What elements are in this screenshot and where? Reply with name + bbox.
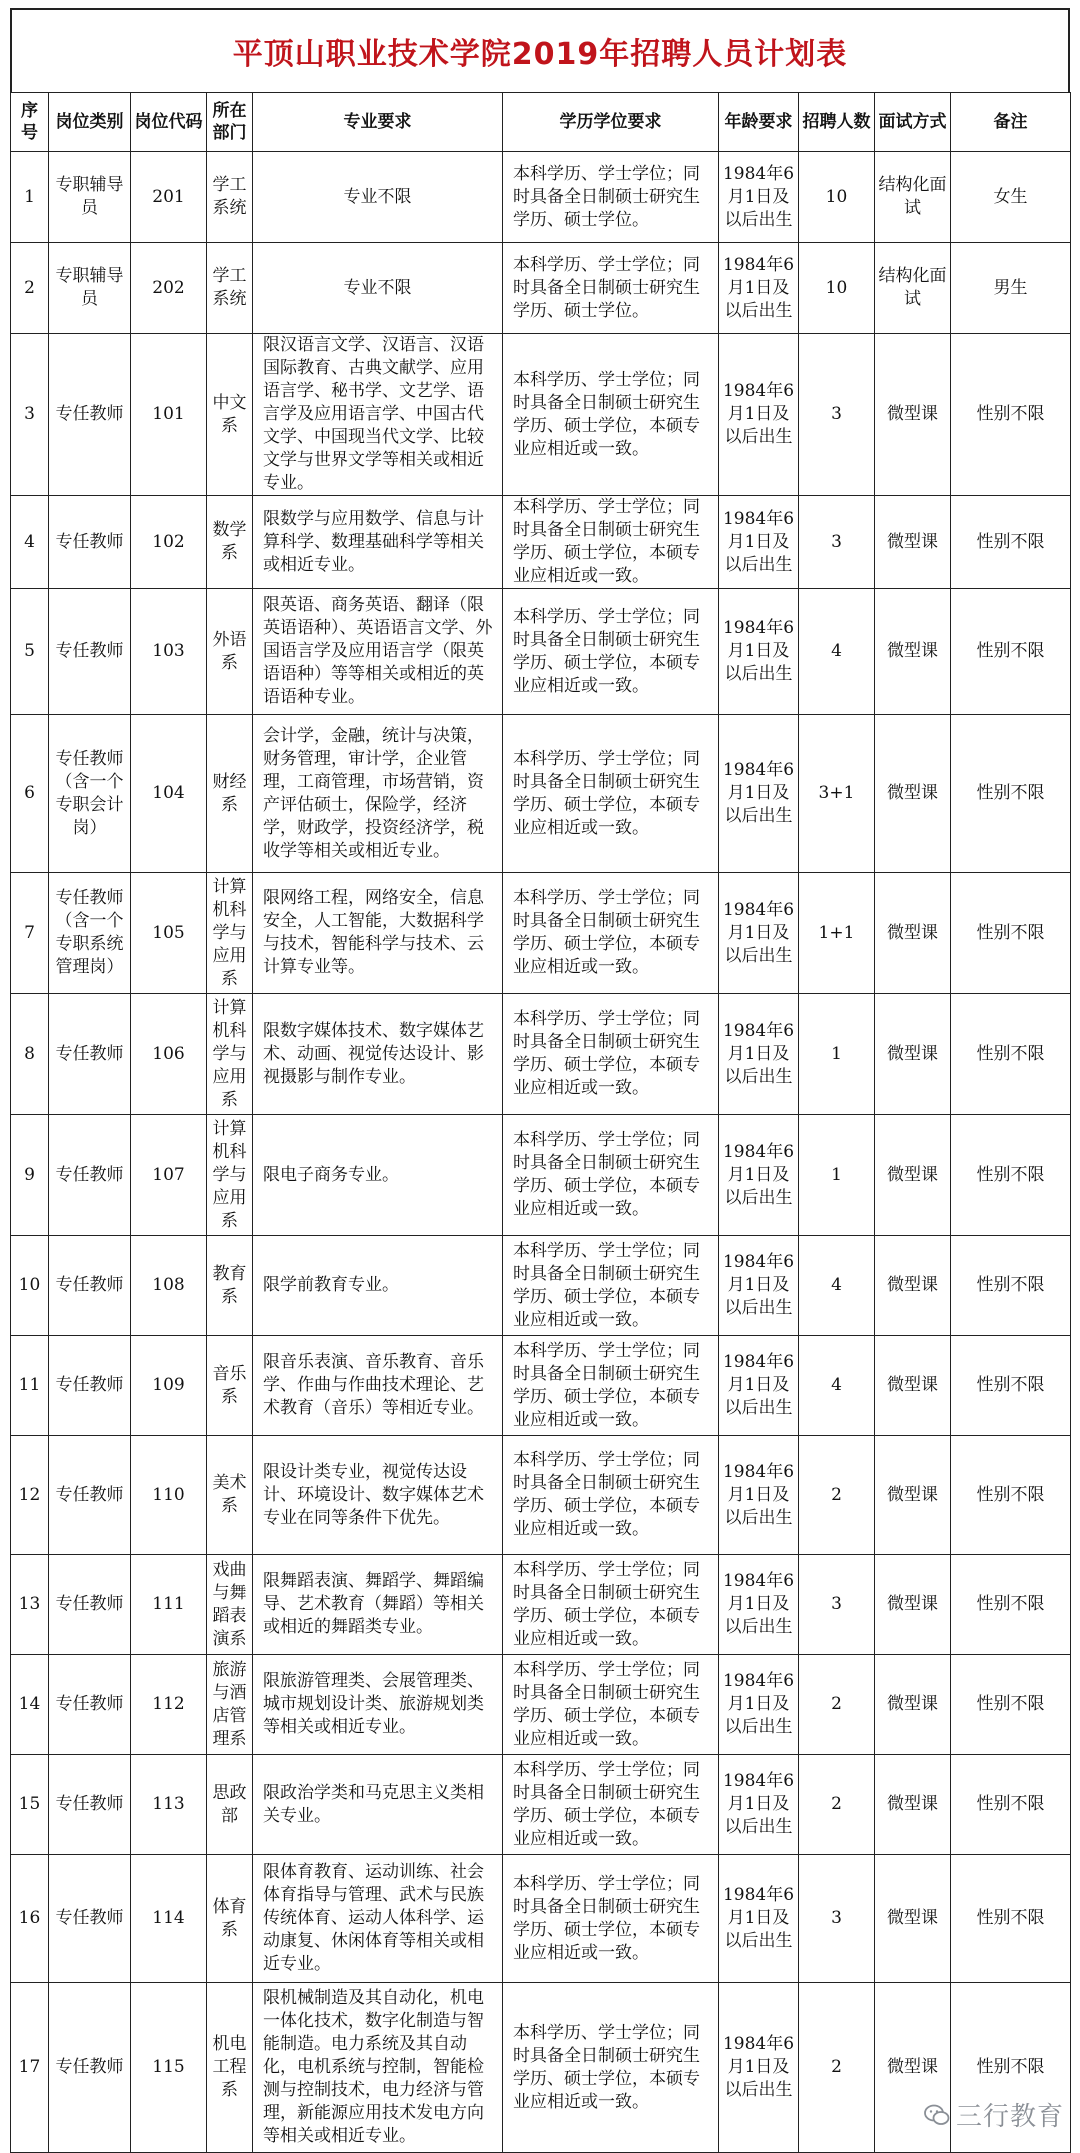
cell-code: 111 — [131, 1555, 207, 1655]
cell-code: 104 — [131, 715, 207, 873]
cell-major: 会计学，金融，统计与决策，财务管理，审计学，企业管理，工商管理，市场营销，资产评估硕士，保险学，经济学，财政学，投资经济学，税收学等相关或相近专业。 — [253, 715, 503, 873]
cell-no: 15 — [11, 1755, 49, 1855]
cell-no: 4 — [11, 496, 49, 589]
header-code: 岗位代码 — [131, 93, 207, 152]
header-category: 岗位类别 — [49, 93, 131, 152]
cell-no: 5 — [11, 589, 49, 715]
recruitment-plan-sheet — [10, 8, 1070, 2153]
cell-edu: 本科学历、学士学位；同时具备全日制硕士研究生学历、硕士学位。 — [503, 152, 719, 243]
watermark — [924, 2096, 1064, 2133]
cell-category: 专职辅导员 — [49, 152, 131, 243]
cell-note: 性别不限 — [951, 1983, 1071, 2153]
cell-age: 1984年6月1日及以后出生 — [719, 243, 799, 334]
cell-dept: 财经系 — [207, 715, 253, 873]
cell-no: 17 — [11, 1983, 49, 2153]
cell-major: 限音乐表演、音乐教育、音乐学、作曲与作曲技术理论、艺术教育（音乐）等相近专业。 — [253, 1336, 503, 1436]
cell-age: 1984年6月1日及以后出生 — [719, 334, 799, 496]
table-body — [11, 152, 1071, 2153]
cell-edu: 本科学历、学士学位；同时具备全日制硕士研究生学历、硕士学位，本硕专业应相近或一致。 — [503, 1115, 719, 1236]
cell-code: 109 — [131, 1336, 207, 1436]
cell-note: 性别不限 — [951, 1436, 1071, 1555]
cell-dept: 教育系 — [207, 1236, 253, 1336]
cell-interview: 结构化面试 — [875, 243, 951, 334]
cell-dept: 计算机科学与应用系 — [207, 873, 253, 994]
cell-note: 性别不限 — [951, 589, 1071, 715]
cell-code: 115 — [131, 1983, 207, 2153]
cell-edu: 本科学历、学士学位；同时具备全日制硕士研究生学历、硕士学位，本硕专业应相近或一致。 — [503, 1236, 719, 1336]
table-row — [11, 1655, 1071, 1755]
cell-dept: 外语系 — [207, 589, 253, 715]
cell-age: 1984年6月1日及以后出生 — [719, 715, 799, 873]
table-row — [11, 1115, 1071, 1236]
cell-interview: 微型课 — [875, 1983, 951, 2153]
cell-interview: 微型课 — [875, 496, 951, 589]
cell-interview: 微型课 — [875, 1236, 951, 1336]
table-row — [11, 994, 1071, 1115]
cell-note: 性别不限 — [951, 1236, 1071, 1336]
cell-category: 专任教师（含一个专职系统管理岗） — [49, 873, 131, 994]
cell-count: 3 — [799, 1855, 875, 1983]
cell-category: 专任教师 — [49, 1555, 131, 1655]
cell-interview: 微型课 — [875, 1115, 951, 1236]
cell-age: 1984年6月1日及以后出生 — [719, 1336, 799, 1436]
cell-no: 16 — [11, 1855, 49, 1983]
header-no: 序号 — [11, 93, 49, 152]
cell-dept: 计算机科学与应用系 — [207, 994, 253, 1115]
table-row — [11, 496, 1071, 589]
header-note: 备注 — [951, 93, 1071, 152]
cell-code: 101 — [131, 334, 207, 496]
cell-count: 3 — [799, 1555, 875, 1655]
cell-code: 112 — [131, 1655, 207, 1755]
cell-count: 4 — [799, 1336, 875, 1436]
cell-note: 性别不限 — [951, 1855, 1071, 1983]
cell-dept: 机电工程系 — [207, 1983, 253, 2153]
cell-age: 1984年6月1日及以后出生 — [719, 1236, 799, 1336]
table-row — [11, 715, 1071, 873]
cell-interview: 微型课 — [875, 994, 951, 1115]
cell-category: 专任教师 — [49, 994, 131, 1115]
cell-category: 专任教师 — [49, 1983, 131, 2153]
cell-edu: 本科学历、学士学位；同时具备全日制硕士研究生学历、硕士学位，本硕专业应相近或一致。 — [503, 1555, 719, 1655]
cell-dept: 美术系 — [207, 1436, 253, 1555]
cell-interview: 微型课 — [875, 1755, 951, 1855]
cell-count: 4 — [799, 589, 875, 715]
cell-major: 限网络工程，网络安全，信息安全，人工智能，大数据科学与技术，智能科学与技术、云计算专业等。 — [253, 873, 503, 994]
cell-count: 10 — [799, 243, 875, 334]
cell-code: 106 — [131, 994, 207, 1115]
cell-edu: 本科学历、学士学位；同时具备全日制硕士研究生学历、硕士学位，本硕专业应相近或一致。 — [503, 1655, 719, 1755]
cell-major: 限舞蹈表演、舞蹈学、舞蹈编导、艺术教育（舞蹈）等相关或相近的舞蹈类专业。 — [253, 1555, 503, 1655]
table-row — [11, 589, 1071, 715]
cell-note: 男生 — [951, 243, 1071, 334]
cell-edu: 本科学历、学士学位；同时具备全日制硕士研究生学历、硕士学位。 — [503, 243, 719, 334]
cell-edu: 本科学历、学士学位；同时具备全日制硕士研究生学历、硕士学位，本硕专业应相近或一致。 — [503, 496, 719, 589]
cell-code: 108 — [131, 1236, 207, 1336]
cell-code: 202 — [131, 243, 207, 334]
cell-dept: 戏曲与舞蹈表演系 — [207, 1555, 253, 1655]
cell-no: 7 — [11, 873, 49, 994]
cell-age: 1984年6月1日及以后出生 — [719, 1983, 799, 2153]
cell-count: 4 — [799, 1236, 875, 1336]
cell-category: 专任教师 — [49, 334, 131, 496]
cell-note: 性别不限 — [951, 1755, 1071, 1855]
cell-no: 13 — [11, 1555, 49, 1655]
cell-edu: 本科学历、学士学位；同时具备全日制硕士研究生学历、硕士学位，本硕专业应相近或一致。 — [503, 1436, 719, 1555]
cell-edu: 本科学历、学士学位；同时具备全日制硕士研究生学历、硕士学位，本硕专业应相近或一致。 — [503, 589, 719, 715]
cell-interview: 微型课 — [875, 1555, 951, 1655]
cell-major: 限数学与应用数学、信息与计算科学、数理基础科学等相关或相近专业。 — [253, 496, 503, 589]
cell-major: 专业不限 — [253, 152, 503, 243]
table-row — [11, 1236, 1071, 1336]
cell-no: 10 — [11, 1236, 49, 1336]
cell-category: 专任教师 — [49, 1436, 131, 1555]
header-edu: 学历学位要求 — [503, 93, 719, 152]
cell-interview: 微型课 — [875, 1336, 951, 1436]
cell-major: 限电子商务专业。 — [253, 1115, 503, 1236]
table-row — [11, 1855, 1071, 1983]
cell-count: 2 — [799, 1755, 875, 1855]
cell-note: 性别不限 — [951, 1115, 1071, 1236]
cell-edu: 本科学历、学士学位；同时具备全日制硕士研究生学历、硕士学位，本硕专业应相近或一致。 — [503, 334, 719, 496]
cell-interview: 微型课 — [875, 1436, 951, 1555]
header-dept: 所在部门 — [207, 93, 253, 152]
cell-category: 专任教师 — [49, 496, 131, 589]
cell-count: 1+1 — [799, 873, 875, 994]
cell-age: 1984年6月1日及以后出生 — [719, 1115, 799, 1236]
cell-dept: 中文系 — [207, 334, 253, 496]
header-major: 专业要求 — [253, 93, 503, 152]
cell-code: 110 — [131, 1436, 207, 1555]
cell-interview: 微型课 — [875, 1655, 951, 1755]
cell-count: 1 — [799, 994, 875, 1115]
table-row — [11, 1555, 1071, 1655]
cell-age: 1984年6月1日及以后出生 — [719, 873, 799, 994]
cell-note: 性别不限 — [951, 334, 1071, 496]
cell-note: 性别不限 — [951, 496, 1071, 589]
cell-code: 102 — [131, 496, 207, 589]
cell-no: 6 — [11, 715, 49, 873]
cell-dept: 学工系统 — [207, 243, 253, 334]
cell-note: 性别不限 — [951, 1655, 1071, 1755]
cell-major: 限体育教育、运动训练、社会体育指导与管理、武术与民族传统体育、运动人体科学、运动康复、休闲体育等相关或相近专业。 — [253, 1855, 503, 1983]
wechat-logo-icon — [924, 2104, 950, 2126]
cell-age: 1984年6月1日及以后出生 — [719, 589, 799, 715]
table-row — [11, 1436, 1071, 1555]
cell-dept: 计算机科学与应用系 — [207, 1115, 253, 1236]
cell-age: 1984年6月1日及以后出生 — [719, 152, 799, 243]
header-age: 年龄要求 — [719, 93, 799, 152]
cell-interview: 微型课 — [875, 873, 951, 994]
cell-note: 性别不限 — [951, 994, 1071, 1115]
cell-count: 10 — [799, 152, 875, 243]
cell-major: 限设计类专业，视觉传达设计、环境设计、数字媒体艺术专业在同等条件下优先。 — [253, 1436, 503, 1555]
cell-interview: 微型课 — [875, 1855, 951, 1983]
cell-code: 114 — [131, 1855, 207, 1983]
cell-category: 专职辅导员 — [49, 243, 131, 334]
cell-count: 3 — [799, 496, 875, 589]
cell-category: 专任教师（含一个专职会计岗） — [49, 715, 131, 873]
cell-major: 限机械制造及其自动化，机电一体化技术，数字化制造与智能制造。电力系统及其自动化，电机系统与控制，智能检测与控制技术，电力经济与管理，新能源应用技术发电方向等相关或相近专业。 — [253, 1983, 503, 2153]
cell-major: 专业不限 — [253, 243, 503, 334]
cell-edu: 本科学历、学士学位；同时具备全日制硕士研究生学历、硕士学位，本硕专业应相近或一致。 — [503, 715, 719, 873]
cell-note: 性别不限 — [951, 1555, 1071, 1655]
cell-dept: 体育系 — [207, 1855, 253, 1983]
cell-no: 12 — [11, 1436, 49, 1555]
cell-code: 113 — [131, 1755, 207, 1855]
cell-count: 2 — [799, 1655, 875, 1755]
table-row — [11, 334, 1071, 496]
cell-note: 性别不限 — [951, 873, 1071, 994]
cell-age: 1984年6月1日及以后出生 — [719, 1755, 799, 1855]
cell-age: 1984年6月1日及以后出生 — [719, 994, 799, 1115]
page-title: 平顶山职业技术学院2019年招聘人员计划表 — [10, 8, 1070, 92]
cell-count: 2 — [799, 1983, 875, 2153]
table-row — [11, 243, 1071, 334]
cell-edu: 本科学历、学士学位；同时具备全日制硕士研究生学历、硕士学位，本硕专业应相近或一致。 — [503, 1983, 719, 2153]
cell-code: 107 — [131, 1115, 207, 1236]
cell-dept: 音乐系 — [207, 1336, 253, 1436]
cell-major: 限汉语言文学、汉语言、汉语国际教育、古典文献学、应用语言学、秘书学、文艺学、语言学及应用语言学、中国古代文学、中国现当代文学、比较文学与世界文学等相关或相近专业。 — [253, 334, 503, 496]
cell-major: 限政治学类和马克思主义类相关专业。 — [253, 1755, 503, 1855]
cell-no: 1 — [11, 152, 49, 243]
cell-edu: 本科学历、学士学位；同时具备全日制硕士研究生学历、硕士学位，本硕专业应相近或一致。 — [503, 873, 719, 994]
cell-category: 专任教师 — [49, 1655, 131, 1755]
cell-edu: 本科学历、学士学位；同时具备全日制硕士研究生学历、硕士学位，本硕专业应相近或一致。 — [503, 1855, 719, 1983]
cell-no: 2 — [11, 243, 49, 334]
cell-note: 性别不限 — [951, 1336, 1071, 1436]
cell-code: 105 — [131, 873, 207, 994]
cell-no: 11 — [11, 1336, 49, 1436]
cell-age: 1984年6月1日及以后出生 — [719, 1855, 799, 1983]
cell-category: 专任教师 — [49, 589, 131, 715]
cell-count: 1 — [799, 1115, 875, 1236]
cell-dept: 思政部 — [207, 1755, 253, 1855]
cell-category: 专任教师 — [49, 1855, 131, 1983]
cell-age: 1984年6月1日及以后出生 — [719, 496, 799, 589]
cell-age: 1984年6月1日及以后出生 — [719, 1655, 799, 1755]
cell-code: 103 — [131, 589, 207, 715]
cell-no: 14 — [11, 1655, 49, 1755]
cell-interview: 结构化面试 — [875, 152, 951, 243]
header-interview: 面试方式 — [875, 93, 951, 152]
cell-age: 1984年6月1日及以后出生 — [719, 1436, 799, 1555]
cell-category: 专任教师 — [49, 1236, 131, 1336]
table-header-row — [11, 93, 1071, 152]
cell-category: 专任教师 — [49, 1115, 131, 1236]
cell-dept: 数学系 — [207, 496, 253, 589]
table-row — [11, 1755, 1071, 1855]
cell-major: 限旅游管理类、会展管理类、城市规划设计类、旅游规划类等相关或相近专业。 — [253, 1655, 503, 1755]
cell-no: 3 — [11, 334, 49, 496]
cell-no: 9 — [11, 1115, 49, 1236]
cell-edu: 本科学历、学士学位；同时具备全日制硕士研究生学历、硕士学位，本硕专业应相近或一致。 — [503, 994, 719, 1115]
watermark-text: 三行教育 — [955, 2102, 1064, 2132]
cell-age: 1984年6月1日及以后出生 — [719, 1555, 799, 1655]
cell-interview: 微型课 — [875, 715, 951, 873]
cell-major: 限学前教育专业。 — [253, 1236, 503, 1336]
cell-note: 性别不限 — [951, 715, 1071, 873]
cell-dept: 学工系统 — [207, 152, 253, 243]
cell-no: 8 — [11, 994, 49, 1115]
cell-category: 专任教师 — [49, 1755, 131, 1855]
table-row — [11, 873, 1071, 994]
header-count: 招聘人数 — [799, 93, 875, 152]
table-row — [11, 1983, 1071, 2153]
table-row — [11, 152, 1071, 243]
cell-count: 3+1 — [799, 715, 875, 873]
cell-major: 限数字媒体技术、数字媒体艺术、动画、视觉传达设计、影视摄影与制作专业。 — [253, 994, 503, 1115]
cell-count: 2 — [799, 1436, 875, 1555]
cell-edu: 本科学历、学士学位；同时具备全日制硕士研究生学历、硕士学位，本硕专业应相近或一致。 — [503, 1336, 719, 1436]
cell-interview: 微型课 — [875, 334, 951, 496]
cell-major: 限英语、商务英语、翻译（限英语语种）、英语语言文学、外国语言学及应用语言学（限英语语种）等等相关或相近的英语语种专业。 — [253, 589, 503, 715]
cell-interview: 微型课 — [875, 589, 951, 715]
cell-code: 201 — [131, 152, 207, 243]
cell-edu: 本科学历、学士学位；同时具备全日制硕士研究生学历、硕士学位，本硕专业应相近或一致。 — [503, 1755, 719, 1855]
cell-category: 专任教师 — [49, 1336, 131, 1436]
cell-note: 女生 — [951, 152, 1071, 243]
cell-dept: 旅游与酒店管理系 — [207, 1655, 253, 1755]
table-row — [11, 1336, 1071, 1436]
cell-count: 3 — [799, 334, 875, 496]
recruitment-table — [10, 92, 1071, 2153]
